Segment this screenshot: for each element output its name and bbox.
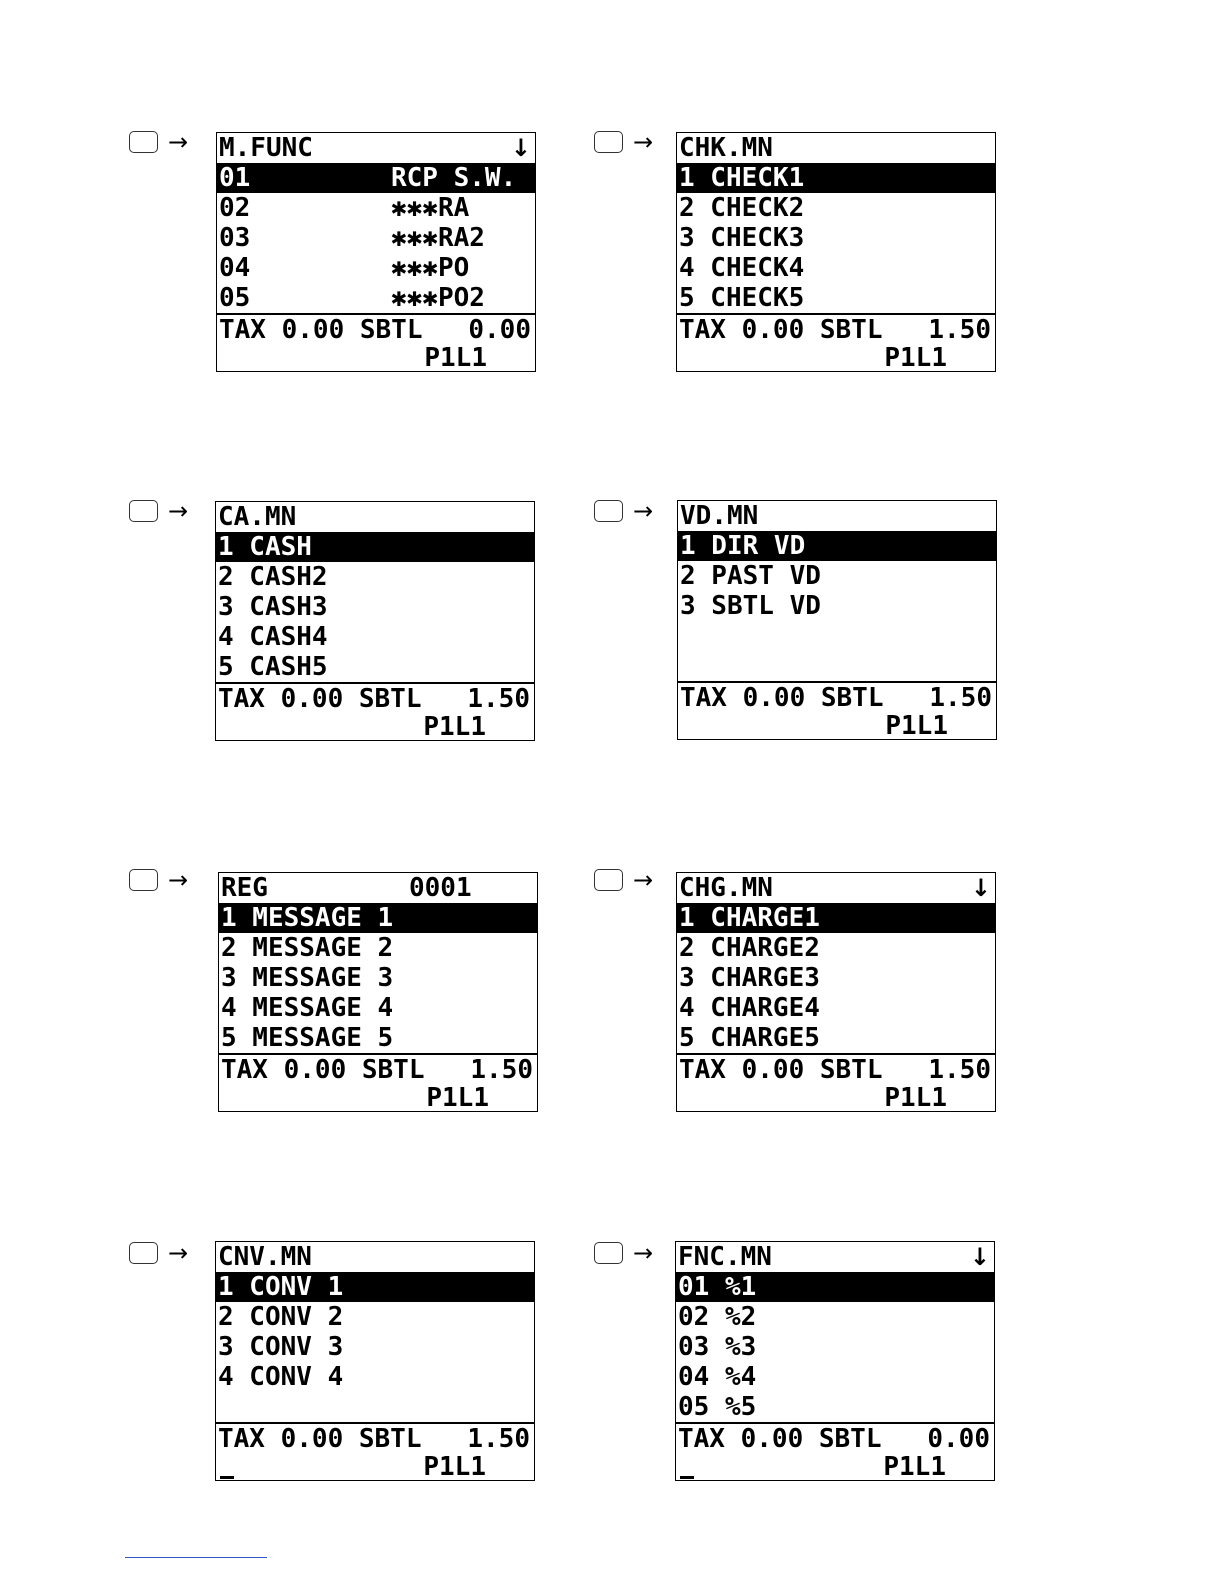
tax-subtotal-line: TAX 0.00 SBTL 0.00 (676, 1422, 994, 1452)
position-indicator: P1L1 (884, 343, 947, 373)
status-line (676, 1452, 994, 1482)
menu-item[interactable]: 4 CHECK4 (679, 253, 805, 283)
position-indicator: P1L1 (884, 1083, 947, 1113)
menu-item[interactable]: 4 CONV 4 (218, 1362, 344, 1392)
arrow-right-icon: → (168, 128, 189, 156)
subtotal-value: 1.50 (928, 1055, 991, 1083)
menu-item[interactable]: 5 MESSAGE 5 (221, 1023, 394, 1053)
arrow-right-icon: → (633, 1239, 654, 1267)
scroll-down-icon: ↓ (970, 874, 991, 902)
menu-item[interactable]: 1 CHECK1 (677, 163, 995, 193)
status-line (677, 343, 995, 373)
tax-subtotal-line: TAX 0.00 SBTL 1.50 (678, 681, 996, 711)
subtotal-value: 1.50 (470, 1055, 533, 1083)
status-line (677, 1083, 995, 1113)
position-indicator: P1L1 (883, 1452, 946, 1482)
menu-item[interactable]: 5 CHECK5 (679, 283, 805, 313)
screen-title: FNC.MN (678, 1242, 772, 1272)
text-cursor (680, 1476, 694, 1479)
menu-item[interactable]: 01 %1 (676, 1272, 994, 1302)
screen-title-bar (216, 1242, 534, 1272)
menu-item[interactable]: 5 CASH5 (218, 652, 328, 682)
menu-item[interactable]: 05 %5 (678, 1392, 757, 1422)
menu-item[interactable]: 3 CASH3 (218, 592, 328, 622)
screen-title: CHG.MN (679, 873, 773, 903)
function-key[interactable] (594, 500, 623, 522)
menu-item[interactable]: 3 MESSAGE 3 (221, 963, 394, 993)
position-indicator: P1L1 (885, 711, 948, 741)
menu-item[interactable]: 03 %3 (678, 1332, 757, 1362)
menu-item[interactable]: 5 CHARGE5 (679, 1023, 820, 1053)
screen-title: M.FUNC (219, 133, 313, 163)
arrow-right-icon: → (633, 866, 654, 894)
menu-item[interactable]: 02 %2 (678, 1302, 757, 1332)
message-code: 0001 (409, 873, 472, 903)
status-line (216, 1452, 534, 1482)
position-indicator: P1L1 (423, 712, 486, 742)
subtotal-value: 0.00 (927, 1424, 990, 1452)
arrow-right-icon: → (168, 866, 189, 894)
menu-item[interactable]: 2 PAST VD (680, 561, 821, 591)
menu-item[interactable]: 4 CHARGE4 (679, 993, 820, 1023)
screen-title: VD.MN (680, 501, 759, 531)
menu-item[interactable]: 3 CHARGE3 (679, 963, 820, 993)
menu-item[interactable]: 3 CHECK3 (679, 223, 805, 253)
menu-item[interactable]: 2 MESSAGE 2 (221, 933, 394, 963)
menu-item[interactable]: 3 CONV 3 (218, 1332, 344, 1362)
chg-screen (676, 872, 996, 1112)
status-line (219, 1083, 537, 1113)
function-key[interactable] (129, 500, 158, 522)
menu-item[interactable]: 01 RCP S.W. (217, 163, 535, 193)
arrow-right-icon: → (168, 1239, 189, 1267)
screen-title-bar (217, 133, 535, 163)
status-line (217, 343, 535, 373)
menu-item[interactable]: 1 CONV 1 (216, 1272, 534, 1302)
tax-subtotal-line: TAX 0.00 SBTL 1.50 (216, 682, 534, 712)
screen-title-bar (216, 502, 534, 532)
function-key[interactable] (129, 1242, 158, 1264)
function-key[interactable] (594, 869, 623, 891)
screen-title: REG (221, 873, 268, 903)
tax-subtotal-line: TAX 0.00 SBTL 0.00 (217, 313, 535, 343)
tax-subtotal-line: TAX 0.00 SBTL 1.50 (677, 1053, 995, 1083)
status-line (678, 711, 996, 741)
screen-title-bar (219, 873, 537, 903)
screen-title: CHK.MN (679, 133, 773, 163)
menu-item[interactable]: 04 ✱✱✱PO (219, 253, 470, 283)
screen-title-bar (678, 501, 996, 531)
screen-title-bar (676, 1242, 994, 1272)
menu-item[interactable]: 1 MESSAGE 1 (219, 903, 537, 933)
menu-item[interactable]: 2 CHARGE2 (679, 933, 820, 963)
menu-item[interactable]: 2 CHECK2 (679, 193, 805, 223)
ca-screen (215, 501, 535, 741)
reg-screen (218, 872, 538, 1112)
subtotal-value: 0.00 (468, 315, 531, 343)
arrow-right-icon: → (168, 497, 189, 525)
cnv-screen (215, 1241, 535, 1481)
menu-item[interactable]: 2 CONV 2 (218, 1302, 344, 1332)
function-key[interactable] (594, 1242, 623, 1264)
position-indicator: P1L1 (423, 1452, 486, 1482)
function-key[interactable] (129, 869, 158, 891)
tax-subtotal-line: TAX 0.00 SBTL 1.50 (219, 1053, 537, 1083)
text-cursor (220, 1476, 234, 1479)
position-indicator: P1L1 (426, 1083, 489, 1113)
vd-screen (677, 500, 997, 740)
function-key[interactable] (594, 131, 623, 153)
scroll-down-icon: ↓ (510, 134, 531, 162)
subtotal-value: 1.50 (467, 1424, 530, 1452)
arrow-right-icon: → (633, 128, 654, 156)
function-key[interactable] (129, 131, 158, 153)
subtotal-value: 1.50 (929, 683, 992, 711)
menu-item[interactable]: 1 CASH (216, 532, 534, 562)
menu-item[interactable]: 1 DIR VD (678, 531, 996, 561)
arrow-right-icon: → (633, 497, 654, 525)
menu-item[interactable]: 3 SBTL VD (680, 591, 821, 621)
menu-item[interactable]: 4 CASH4 (218, 622, 328, 652)
fnc-screen (675, 1241, 995, 1481)
screen-title-bar (677, 133, 995, 163)
footnote-rule (125, 1557, 267, 1558)
scroll-down-icon: ↓ (969, 1243, 990, 1271)
chk-screen (676, 132, 996, 372)
screen-title: CA.MN (218, 502, 297, 532)
tax-subtotal-line: TAX 0.00 SBTL 1.50 (216, 1422, 534, 1452)
menu-item[interactable]: 03 ✱✱✱RA2 (219, 223, 485, 253)
position-indicator: P1L1 (424, 343, 487, 373)
subtotal-value: 1.50 (928, 315, 991, 343)
menu-item[interactable]: 2 CASH2 (218, 562, 328, 592)
menu-item[interactable]: 02 ✱✱✱RA (219, 193, 470, 223)
menu-item[interactable]: 4 MESSAGE 4 (221, 993, 394, 1023)
mfunc-screen (216, 132, 536, 372)
screen-title: CNV.MN (218, 1242, 312, 1272)
menu-item[interactable]: 1 CHARGE1 (677, 903, 995, 933)
tax-subtotal-line: TAX 0.00 SBTL 1.50 (677, 313, 995, 343)
screen-title-bar (677, 873, 995, 903)
status-line (216, 712, 534, 742)
menu-item[interactable]: 05 ✱✱✱PO2 (219, 283, 485, 313)
subtotal-value: 1.50 (467, 684, 530, 712)
menu-item[interactable]: 04 %4 (678, 1362, 757, 1392)
